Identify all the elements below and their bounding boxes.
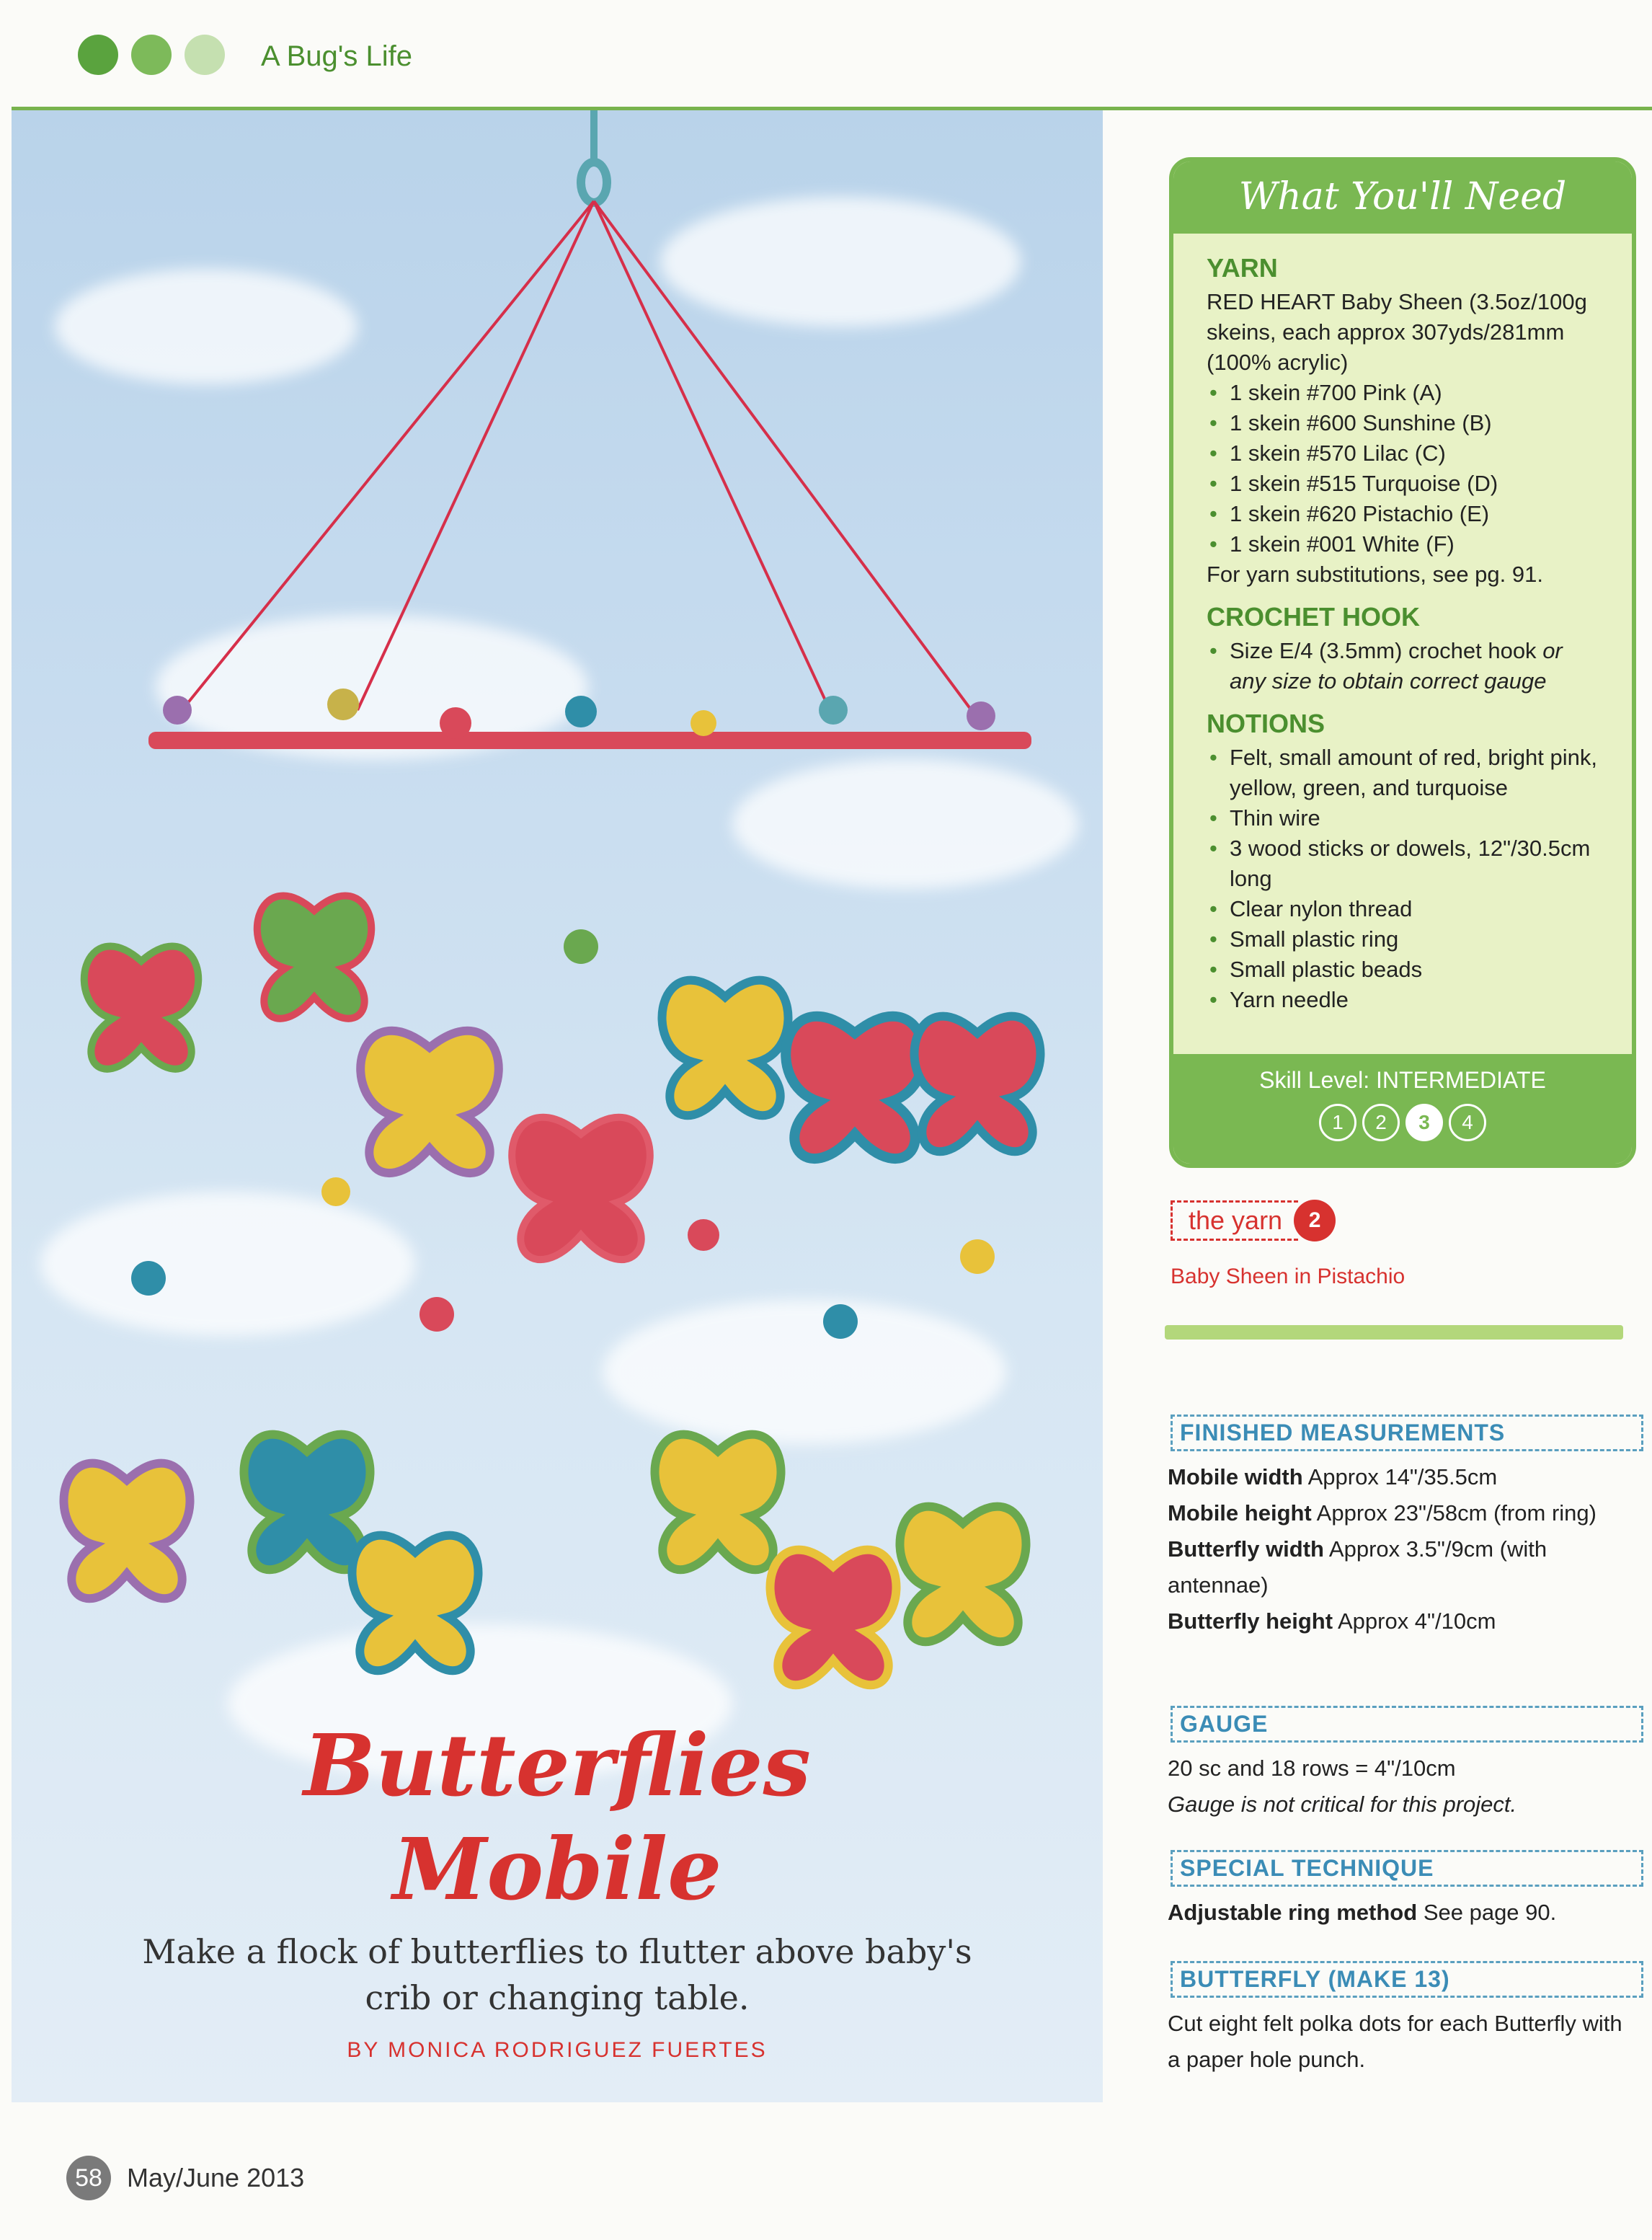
yarn-weight-icon: 2 (1294, 1200, 1336, 1241)
measurements-heading: FINISHED MEASUREMENTS (1171, 1415, 1643, 1451)
hook-list (1207, 636, 1602, 696)
butterfly-text: Cut eight felt polka dots for each Butterfly with a paper hole punch. (1168, 2011, 1622, 2072)
dot-dark (78, 35, 118, 75)
measurement-row: Butterfly height Approx 4"/10cm (1168, 1608, 1496, 1634)
yarn-description: RED HEART Baby Sheen (3.5oz/100g skeins, each approx 307yds/281mm (100% acrylic) (1207, 289, 1587, 375)
measurement-row: Mobile width Approx 14"/35.5cm (1168, 1464, 1498, 1489)
list-item: • Felt, small amount of red, bright pink, yellow, green, and turquoise (1207, 743, 1602, 803)
what-you-need-box (1169, 157, 1636, 1168)
yarn-heading: YARN (1207, 253, 1278, 283)
measurement-row: Mobile height Approx 23"/58cm (from ring) (1168, 1500, 1597, 1526)
mobile-illustration (12, 110, 1103, 1696)
skill-level-2: 2 (1362, 1104, 1400, 1141)
measurements-list (1168, 1459, 1629, 1639)
list-item: • 1 skein #570 Lilac (C) (1207, 438, 1602, 469)
list-item: • 3 wood sticks or dowels, 12"/30.5cm long (1207, 833, 1602, 894)
list-item: • 1 skein #515 Turquoise (D) (1207, 469, 1602, 499)
skill-levels (1173, 1104, 1632, 1141)
notions-list (1207, 743, 1602, 1015)
yarn-name: Baby Sheen in Pistachio (1171, 1265, 1405, 1288)
list-item: • Small plastic ring (1207, 924, 1602, 955)
hook-main: Size E/4 (3.5mm) crochet hook (1230, 638, 1537, 663)
list-item: • 1 skein #600 Sunshine (B) (1207, 408, 1602, 438)
section-title: A Bug's Life (261, 40, 412, 72)
gauge-text-block (1168, 1750, 1629, 1823)
dot-mid (131, 35, 172, 75)
headline-line2: Mobile (392, 1819, 722, 1919)
need-heading: What You'll Need (1173, 161, 1632, 234)
notions-heading: NOTIONS (1207, 709, 1325, 738)
list-item: • Small plastic beads (1207, 955, 1602, 985)
gauge-text: 20 sc and 18 rows = 4"/10cm (1168, 1756, 1456, 1781)
skill-level-bar (1173, 1054, 1632, 1164)
headline-line1: Butterflies (303, 1715, 811, 1815)
list-item: • 1 skein #001 White (F) (1207, 529, 1602, 559)
skill-level-1: 1 (1319, 1104, 1356, 1141)
gauge-note: Gauge is not critical for this project. (1168, 1792, 1517, 1817)
skill-label: Skill Level: INTERMEDIATE (1259, 1067, 1546, 1093)
folio (66, 2156, 304, 2200)
list-item: • Thin wire (1207, 803, 1602, 833)
butterfly-group (63, 895, 1040, 1685)
technique-text: Adjustable ring method See page 90. (1168, 1900, 1557, 1925)
list-item (1207, 636, 1602, 696)
hero-photo (12, 110, 1103, 2102)
measurement-row: Butterfly width Approx 3.5"/9cm (with antennae) (1168, 1536, 1547, 1598)
butterfly-heading: BUTTERFLY (MAKE 13) (1171, 1961, 1643, 1998)
dot-light (185, 35, 225, 75)
list-item: • Yarn needle (1207, 985, 1602, 1015)
skill-level-3-selected: 3 (1405, 1104, 1443, 1141)
yarn-tag-label: the yarn (1171, 1200, 1298, 1241)
hook-italic: or any size to obtain correct gauge (1230, 638, 1563, 694)
list-item: • Clear nylon thread (1207, 894, 1602, 924)
hook-heading: CROCHET HOOK (1207, 602, 1420, 632)
list-item: • 1 skein #620 Pistachio (E) (1207, 499, 1602, 529)
yarn-tag (1171, 1200, 1336, 1241)
section-dots (78, 35, 225, 75)
dek: Make a flock of butterflies to flutter above baby's crib or changing table. (142, 1932, 972, 2017)
page-number: 58 (66, 2156, 111, 2200)
byline: BY MONICA RODRIGUEZ FUERTES (347, 2038, 768, 2062)
gauge-heading: GAUGE (1171, 1706, 1643, 1743)
yarn-list (1207, 378, 1602, 559)
skill-level-4: 4 (1449, 1104, 1486, 1141)
divider (1165, 1325, 1623, 1340)
yarn-note: For yarn substitutions, see pg. 91. (1207, 562, 1543, 587)
issue-date: May/June 2013 (127, 2163, 305, 2192)
list-item: • 1 skein #700 Pink (A) (1207, 378, 1602, 408)
technique-heading: SPECIAL TECHNIQUE (1171, 1850, 1643, 1887)
